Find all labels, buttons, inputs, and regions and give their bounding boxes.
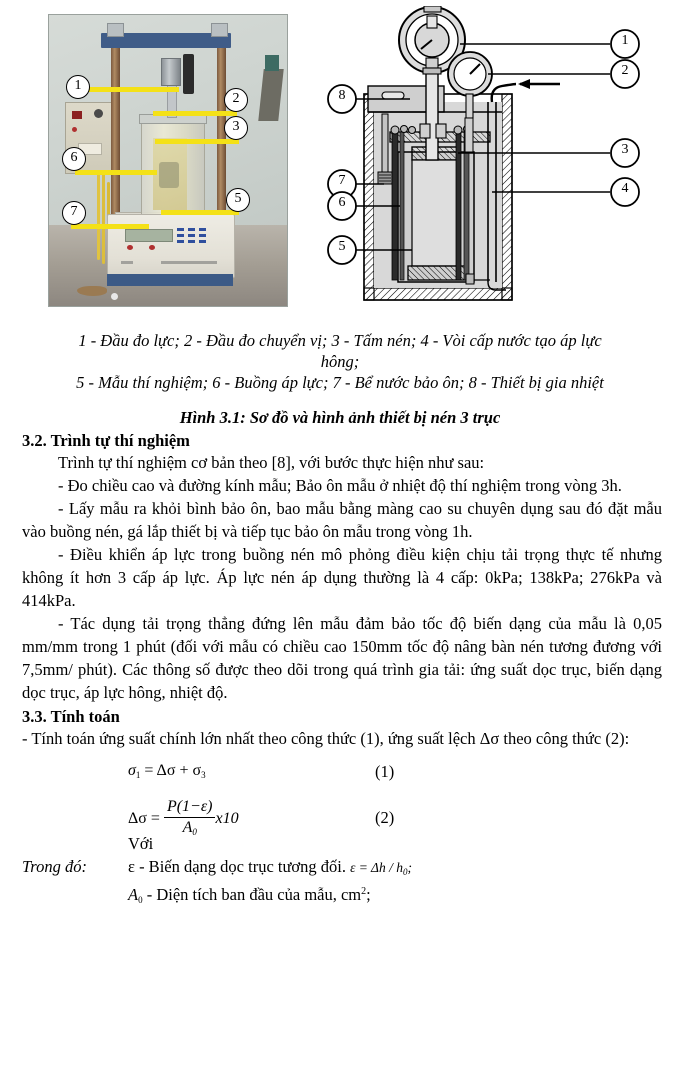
figure-legend-line-3: 5 - Mẫu thí nghiệm; 6 - Buồng áp lực; 7 - Bể nước bảo ôn; 8 - Thiết bị gia nhiệt [76, 373, 604, 392]
photo-callout-3: 3 [224, 116, 248, 140]
def1-eq-end: ; [407, 860, 412, 875]
photo-floor-debris [77, 286, 107, 296]
photo-control-knob [94, 109, 103, 118]
paragraph-3-2-5: - Tác dụng tải trọng thẳng đứng lên mẫu đảm bảo tốc độ biến dạng của mẫu là 0,05 mm/mm trong 1 phút (đối với mẫu có chiều cao 150mm tốc độ nâng bàn nén tương đương với 7,5mm/ phút). Các thông số được theo dõi trong quá trình gia tải: ứng suất dọc trục, biến dạng dọc trục, áp lực hông, nhiệt độ. [22, 614, 662, 702]
photo-leader-5 [161, 210, 239, 215]
photo-console-base [107, 274, 233, 286]
paragraph-3-2-1: Trình tự thí nghiệm cơ bản theo [8], với bước thực hiện như sau: [58, 453, 485, 472]
def2-text: - Diện tích ban đầu của mẫu, cm [142, 885, 362, 904]
def2-sup: 2 [361, 886, 367, 897]
eq2-numerator: P(1−ε) [164, 798, 216, 818]
photo-beam-cap-right [211, 23, 228, 37]
def2-end: ; [366, 885, 371, 904]
photo-callout-2: 2 [224, 88, 248, 112]
def1-eq-sub: 0 [402, 867, 408, 877]
section-heading-3-2: 3.2. Trình tự thí nghiệm [22, 431, 190, 450]
paragraph-3-2-2: - Đo chiều cao và đường kính mẫu; Bảo ôn mẫu ở nhiệt độ thí nghiệm trong vòng 3h. [58, 476, 622, 495]
formula-row-1 [0, 758, 680, 792]
eq1-sub-3: 3 [201, 770, 206, 780]
photo-beam-cap-left [107, 23, 124, 37]
definition-row-1 [22, 854, 680, 882]
eq2-tail: x10 [215, 810, 239, 828]
photo-floor-object [111, 293, 118, 300]
photo-specimen-detail [159, 162, 179, 188]
photo-displacement-transducer [183, 54, 194, 94]
schematic-callout-7: 7 [338, 173, 346, 188]
photo-leader-7 [71, 224, 149, 229]
schematic-callout-4: 4 [621, 181, 629, 196]
schematic-callout-5: 5 [338, 239, 346, 254]
photo-console-red-button-1 [127, 245, 133, 250]
eq1-middle: = Δσ + σ [140, 762, 202, 779]
eq1-sigma1: σ [128, 762, 136, 779]
section-heading-3-3: 3.3. Tính toán [22, 707, 120, 726]
photo-callout-5: 5 [226, 188, 250, 212]
voi-label: Với [128, 834, 154, 853]
schematic-callout-2: 2 [621, 63, 629, 78]
photo-callout-6: 6 [62, 147, 86, 171]
equation-2-number: (2) [375, 808, 395, 827]
triaxial-cell-schematic [320, 6, 676, 318]
def1-eq-body: ε = Δh / h [350, 860, 403, 875]
paragraph-3-3-1: - Tính toán ứng suất chính lớn nhất theo công thức (1), ứng suất lệch Δσ theo công thức (2): [22, 729, 630, 748]
eq1-sub-1: 1 [135, 770, 141, 780]
definition-2 [128, 882, 371, 910]
def2-symbol: A [128, 885, 139, 904]
photo-console-red-button-2 [149, 245, 155, 250]
photo-console-model-text [161, 261, 217, 264]
photo-leader-6 [75, 170, 157, 175]
eq2-denominator-sub: 0 [192, 827, 197, 837]
eq2-fraction [164, 798, 216, 837]
photo-background-object-2 [265, 55, 279, 71]
photo-console-keypad [177, 228, 217, 244]
equation-1-number: (1) [375, 762, 395, 781]
photo-console-brand-text [121, 261, 133, 264]
photo-load-cell [161, 58, 181, 86]
def1-equation [350, 860, 412, 875]
schematic-callout-6: 6 [338, 195, 346, 210]
formula-block [0, 758, 680, 837]
eq2-denominator [164, 818, 216, 837]
document-body [0, 330, 680, 910]
equation-2 [128, 800, 239, 839]
definition-1 [128, 854, 412, 882]
figure-triaxial-equipment [0, 0, 680, 330]
photo-leader-2 [153, 111, 237, 116]
def1-symbol: ε [128, 857, 135, 876]
figure-legend-line-1: 1 - Đầu đo lực; 2 - Đầu đo chuyển vị; 3 - Tấm nén; 4 - Vòi cấp nước tạo áp lực [78, 331, 602, 350]
def2-symbol-sub: 0 [138, 895, 143, 905]
schematic-callout-3: 3 [621, 142, 629, 157]
paragraph-3-2-4: - Điều khiển áp lực trong buồng nén mô phỏng điều kiện chịu tải trọng thực tế nhưng không ít hơn 3 cấp áp lực. Áp lực nén áp dụng thường là 4 cấp: 0kPa; 138kPa; 276kPa và 414kPa. [22, 545, 662, 610]
eq2-denominator-A: A [182, 819, 193, 836]
def1-text: - Biến dạng dọc trục tương đối. [134, 857, 351, 876]
definitions-label: Trong đó: [22, 857, 87, 876]
figure-caption: Hình 3.1: Sơ đồ và hình ảnh thiết bị nén 3 trục [179, 408, 501, 427]
photo-console-display [125, 229, 173, 242]
photo-cable-2 [102, 172, 105, 264]
equation-1 [128, 762, 206, 780]
photo-control-switch [72, 111, 82, 119]
photo-column-left [111, 33, 120, 222]
schematic-callout-1: 1 [621, 33, 629, 48]
paragraph-3-2-3: - Lấy mẫu ra khỏi bình bảo ôn, bao mẫu bằng màng cao su chuyên dụng sau đó đặt mẫu vào buồng nén, gá lắp thiết bị và tiếp tục bảo ôn mẫu trong vòng 1h. [22, 499, 662, 541]
photo-callout-7: 7 [62, 201, 86, 225]
photo-leader-3 [155, 139, 239, 144]
figure-legend-line-2: hông; [320, 352, 360, 371]
schematic-callout-8: 8 [338, 88, 346, 103]
photo-cable-1 [97, 172, 100, 260]
definition-row-2 [22, 882, 680, 910]
photo-control-indicator [72, 127, 77, 132]
figure-legend [44, 330, 636, 393]
formula-row-2 [0, 792, 680, 837]
eq2-lhs: Δσ = [128, 810, 164, 828]
photo-callout-1: 1 [66, 75, 90, 99]
